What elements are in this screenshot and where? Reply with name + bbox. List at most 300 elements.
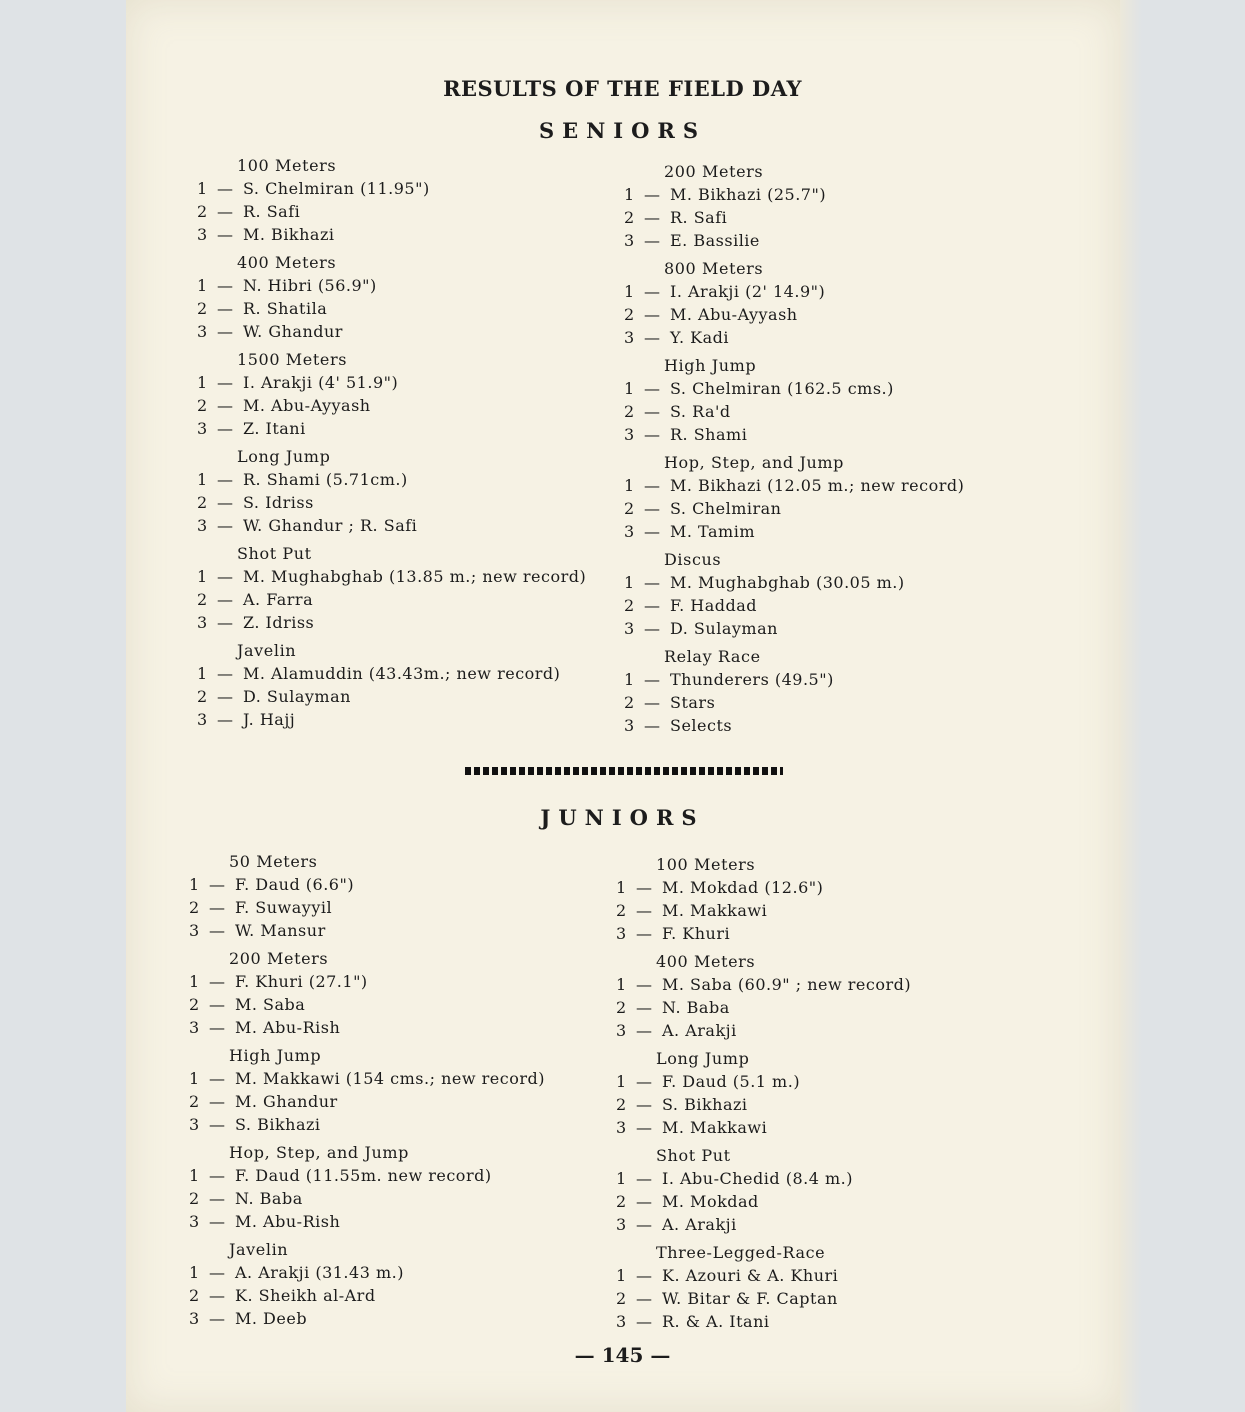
place-dash: — <box>644 670 661 689</box>
event-block <box>189 1238 609 1330</box>
place-rank: 3 <box>616 1118 627 1137</box>
result-row <box>197 223 617 246</box>
place-rank: 1 <box>616 1266 627 1285</box>
seniors-left-column <box>197 154 617 736</box>
result-text: N. Baba <box>662 998 730 1017</box>
place-dash: — <box>209 898 226 917</box>
event-name: 400 Meters <box>237 253 337 272</box>
result-text: R. & A. Itani <box>662 1312 770 1331</box>
result-row <box>189 919 609 942</box>
result-row <box>197 320 617 343</box>
event-name: 100 Meters <box>237 156 337 175</box>
result-text: R. Safi <box>670 208 728 227</box>
result-row <box>189 1187 609 1210</box>
place-rank: 1 <box>197 470 208 489</box>
result-text: W. Ghandur ; R. Safi <box>243 516 418 535</box>
result-text: F. Daud (11.55m. new record) <box>235 1166 492 1185</box>
place-rank: 2 <box>616 1289 627 1308</box>
result-row <box>197 565 617 588</box>
place-dash: — <box>636 1266 653 1285</box>
result-text: R. Shami (5.71cm.) <box>243 470 408 489</box>
result-row <box>624 617 1044 640</box>
result-text: M. Ghandur <box>235 1092 338 1111</box>
place-dash: — <box>209 972 226 991</box>
result-row <box>197 611 617 634</box>
place-rank: 1 <box>616 878 627 897</box>
result-row <box>197 685 617 708</box>
place-dash: — <box>636 1072 653 1091</box>
place-rank: 2 <box>624 305 635 324</box>
result-row <box>624 594 1044 617</box>
place-dash: — <box>217 179 234 198</box>
event-name: Hop, Step, and Jump <box>664 453 844 472</box>
event-name: 200 Meters <box>664 162 764 181</box>
place-dash: — <box>209 995 226 1014</box>
result-text: M. Abu-Rish <box>235 1212 341 1231</box>
event-block <box>197 154 617 246</box>
result-text: F. Khuri <box>662 924 731 943</box>
result-text: W. Bitar & F. Captan <box>662 1289 838 1308</box>
result-text: M. Saba (60.9" ; new record) <box>662 975 912 994</box>
result-row <box>616 973 1036 996</box>
event-name: Long Jump <box>237 447 331 466</box>
place-rank: 1 <box>197 179 208 198</box>
place-dash: — <box>644 573 661 592</box>
result-text: S. Chelmiran (162.5 cms.) <box>670 379 894 398</box>
place-rank: 1 <box>624 670 635 689</box>
place-rank: 2 <box>197 396 208 415</box>
result-text: M. Makkawi <box>662 901 768 920</box>
place-dash: — <box>644 185 661 204</box>
place-rank: 3 <box>616 1312 627 1331</box>
place-rank: 3 <box>624 425 635 444</box>
place-dash: — <box>636 878 653 897</box>
event-block <box>616 1144 1036 1236</box>
result-row <box>616 1264 1036 1287</box>
place-rank: 2 <box>189 1092 200 1111</box>
result-text: M. Bikhazi <box>243 225 335 244</box>
result-text: F. Daud (6.6") <box>235 875 355 894</box>
result-row <box>624 668 1044 691</box>
place-dash: — <box>217 202 234 221</box>
place-dash: — <box>644 596 661 615</box>
result-row <box>616 899 1036 922</box>
event-name: 1500 Meters <box>237 350 348 369</box>
place-dash: — <box>217 276 234 295</box>
place-dash: — <box>644 693 661 712</box>
result-text: J. Hajj <box>243 710 296 729</box>
result-row <box>197 514 617 537</box>
place-rank: 1 <box>189 1263 200 1282</box>
place-dash: — <box>217 567 234 586</box>
place-dash: — <box>636 998 653 1017</box>
event-block <box>624 354 1044 446</box>
place-dash: — <box>217 470 234 489</box>
place-dash: — <box>217 419 234 438</box>
result-row <box>197 274 617 297</box>
event-name: Three-Legged-Race <box>656 1243 826 1262</box>
place-dash: — <box>217 710 234 729</box>
place-rank: 3 <box>197 225 208 244</box>
result-row <box>624 714 1044 737</box>
result-text: F. Haddad <box>670 596 758 615</box>
place-dash: — <box>636 901 653 920</box>
place-rank: 2 <box>189 995 200 1014</box>
result-text: K. Azouri & A. Khuri <box>662 1266 839 1285</box>
place-dash: — <box>209 1309 226 1328</box>
place-dash: — <box>636 924 653 943</box>
result-text: M. Makkawi (154 cms.; new record) <box>235 1069 545 1088</box>
place-rank: 1 <box>189 972 200 991</box>
result-row <box>624 520 1044 543</box>
event-name: 400 Meters <box>656 952 756 971</box>
result-text: S. Chelmiran <box>670 499 782 518</box>
juniors-right-column <box>616 853 1036 1338</box>
place-dash: — <box>209 1018 226 1037</box>
place-rank: 3 <box>197 710 208 729</box>
result-text: M. Abu-Ayyash <box>243 396 371 415</box>
place-rank: 2 <box>616 998 627 1017</box>
result-text: M. Saba <box>235 995 306 1014</box>
place-rank: 2 <box>624 499 635 518</box>
result-text: I. Abu-Chedid (8.4 m.) <box>662 1169 853 1188</box>
place-rank: 1 <box>616 1072 627 1091</box>
place-dash: — <box>636 975 653 994</box>
result-row <box>624 377 1044 400</box>
place-rank: 2 <box>197 299 208 318</box>
result-row <box>189 1113 609 1136</box>
result-row <box>189 873 609 896</box>
result-text: Z. Idriss <box>243 613 315 632</box>
result-text: M. Deeb <box>235 1309 308 1328</box>
result-row <box>197 662 617 685</box>
place-rank: 3 <box>624 716 635 735</box>
result-row <box>616 1167 1036 1190</box>
event-block <box>624 160 1044 252</box>
place-rank: 2 <box>616 901 627 920</box>
event-block <box>189 850 609 942</box>
result-text: M. Bikhazi (25.7") <box>670 185 827 204</box>
place-rank: 1 <box>197 373 208 392</box>
event-block <box>616 950 1036 1042</box>
result-text: R. Shatila <box>243 299 328 318</box>
place-dash: — <box>217 687 234 706</box>
place-dash: — <box>217 664 234 683</box>
place-dash: — <box>644 208 661 227</box>
result-row <box>624 691 1044 714</box>
place-rank: 2 <box>197 202 208 221</box>
result-row <box>624 423 1044 446</box>
event-block <box>616 1241 1036 1333</box>
event-name: 200 Meters <box>229 949 329 968</box>
result-row <box>616 922 1036 945</box>
result-row <box>189 896 609 919</box>
result-text: A. Arakji <box>662 1021 737 1040</box>
result-row <box>197 177 617 200</box>
result-row <box>197 491 617 514</box>
place-dash: — <box>644 402 661 421</box>
place-dash: — <box>644 425 661 444</box>
result-text: M. Bikhazi (12.05 m.; new record) <box>670 476 965 495</box>
event-name: High Jump <box>229 1046 322 1065</box>
result-text: Selects <box>670 716 733 735</box>
event-block <box>197 639 617 731</box>
place-rank: 2 <box>189 1189 200 1208</box>
place-rank: 1 <box>616 1169 627 1188</box>
place-dash: — <box>644 716 661 735</box>
event-name: Javelin <box>237 641 297 660</box>
event-name: 100 Meters <box>656 855 756 874</box>
event-block <box>624 645 1044 737</box>
place-dash: — <box>644 231 661 250</box>
place-dash: — <box>217 299 234 318</box>
result-text: F. Khuri (27.1") <box>235 972 368 991</box>
place-rank: 1 <box>189 875 200 894</box>
place-rank: 2 <box>197 493 208 512</box>
result-text: I. Arakji (2' 14.9") <box>670 282 826 301</box>
place-rank: 1 <box>616 975 627 994</box>
event-name: 50 Meters <box>229 852 318 871</box>
result-text: D. Sulayman <box>243 687 351 706</box>
event-block <box>197 251 617 343</box>
place-dash: — <box>636 1021 653 1040</box>
place-dash: — <box>217 373 234 392</box>
result-text: R. Shami <box>670 425 748 444</box>
result-text: A. Arakji <box>662 1215 737 1234</box>
result-row <box>624 571 1044 594</box>
place-rank: 2 <box>189 1286 200 1305</box>
result-text: D. Sulayman <box>670 619 778 638</box>
place-dash: — <box>217 225 234 244</box>
result-text: A. Farra <box>243 590 314 609</box>
result-row <box>616 1070 1036 1093</box>
place-dash: — <box>644 305 661 324</box>
place-dash: — <box>644 476 661 495</box>
result-text: I. Arakji (4' 51.9") <box>243 373 399 392</box>
result-row <box>624 206 1044 229</box>
event-block <box>197 348 617 440</box>
result-row <box>624 474 1044 497</box>
result-text: S. Idriss <box>243 493 314 512</box>
result-row <box>616 1310 1036 1333</box>
place-rank: 2 <box>197 687 208 706</box>
result-row <box>624 303 1044 326</box>
result-text: W. Ghandur <box>243 322 343 341</box>
place-dash: — <box>209 1286 226 1305</box>
place-rank: 2 <box>624 208 635 227</box>
result-text: M. Tamim <box>670 522 755 541</box>
result-text: M. Abu-Rish <box>235 1018 341 1037</box>
place-rank: 1 <box>189 1166 200 1185</box>
result-text: N. Hibri (56.9") <box>243 276 377 295</box>
place-rank: 3 <box>189 1018 200 1037</box>
place-rank: 3 <box>616 1021 627 1040</box>
place-dash: — <box>209 1092 226 1111</box>
page-title: RESULTS OF THE FIELD DAY <box>443 76 802 101</box>
result-row <box>189 1307 609 1330</box>
result-text: S. Bikhazi <box>235 1115 321 1134</box>
result-row <box>189 993 609 1016</box>
place-rank: 2 <box>189 898 200 917</box>
place-rank: 3 <box>189 921 200 940</box>
place-rank: 2 <box>197 590 208 609</box>
result-row <box>616 1190 1036 1213</box>
place-rank: 1 <box>624 476 635 495</box>
result-row <box>616 1116 1036 1139</box>
place-rank: 3 <box>624 231 635 250</box>
place-rank: 1 <box>624 282 635 301</box>
event-name: Shot Put <box>656 1146 731 1165</box>
place-rank: 1 <box>624 185 635 204</box>
place-rank: 2 <box>624 402 635 421</box>
place-rank: 3 <box>197 613 208 632</box>
seniors-heading: SENIORS <box>538 118 707 143</box>
place-dash: — <box>636 1215 653 1234</box>
result-row <box>189 1090 609 1113</box>
place-dash: — <box>636 1095 653 1114</box>
result-text: M. Mokdad (12.6") <box>662 878 824 897</box>
event-name: Relay Race <box>664 647 761 666</box>
event-block <box>616 1047 1036 1139</box>
result-text: S. Chelmiran (11.95") <box>243 179 430 198</box>
place-rank: 2 <box>624 693 635 712</box>
result-row <box>189 1210 609 1233</box>
result-text: M. Mughabghab (13.85 m.; new record) <box>243 567 587 586</box>
result-row <box>624 326 1044 349</box>
result-row <box>616 1213 1036 1236</box>
result-text: Stars <box>670 693 716 712</box>
result-row <box>189 1284 609 1307</box>
event-block <box>189 1044 609 1136</box>
result-row <box>197 708 617 731</box>
result-row <box>624 183 1044 206</box>
place-dash: — <box>644 379 661 398</box>
result-text: R. Safi <box>243 202 301 221</box>
result-text: W. Mansur <box>235 921 326 940</box>
place-dash: — <box>217 493 234 512</box>
place-rank: 1 <box>197 276 208 295</box>
place-rank: 3 <box>189 1115 200 1134</box>
event-name: Discus <box>664 550 722 569</box>
place-dash: — <box>636 1169 653 1188</box>
event-name: Long Jump <box>656 1049 750 1068</box>
place-rank: 3 <box>624 328 635 347</box>
place-dash: — <box>644 282 661 301</box>
result-row <box>197 588 617 611</box>
place-rank: 3 <box>624 619 635 638</box>
event-name: Shot Put <box>237 544 312 563</box>
result-text: S. Ra'd <box>670 402 731 421</box>
result-row <box>189 1067 609 1090</box>
result-row <box>189 1164 609 1187</box>
place-rank: 3 <box>197 516 208 535</box>
place-rank: 3 <box>189 1309 200 1328</box>
place-dash: — <box>209 1069 226 1088</box>
place-dash: — <box>217 322 234 341</box>
place-dash: — <box>644 499 661 518</box>
result-row <box>616 876 1036 899</box>
result-row <box>624 280 1044 303</box>
result-text: S. Bikhazi <box>662 1095 748 1114</box>
result-row <box>189 970 609 993</box>
place-dash: — <box>217 613 234 632</box>
result-text: A. Arakji (31.43 m.) <box>235 1263 404 1282</box>
event-name: Javelin <box>229 1240 289 1259</box>
result-text: F. Suwayyil <box>235 898 333 917</box>
place-dash: — <box>636 1192 653 1211</box>
event-block <box>616 853 1036 945</box>
event-block <box>197 542 617 634</box>
event-block <box>189 947 609 1039</box>
result-text: M. Mokdad <box>662 1192 759 1211</box>
place-dash: — <box>209 1189 226 1208</box>
event-block <box>624 451 1044 543</box>
place-rank: 2 <box>616 1095 627 1114</box>
seniors-right-column <box>624 160 1044 742</box>
result-text: E. Bassilie <box>670 231 760 250</box>
place-rank: 3 <box>624 522 635 541</box>
place-dash: — <box>209 875 226 894</box>
result-row <box>197 200 617 223</box>
result-row <box>616 1093 1036 1116</box>
result-row <box>624 400 1044 423</box>
place-rank: 1 <box>189 1069 200 1088</box>
result-row <box>197 394 617 417</box>
juniors-heading: JUNIORS <box>540 805 705 830</box>
event-name: 800 Meters <box>664 259 764 278</box>
result-row <box>189 1261 609 1284</box>
result-row <box>197 417 617 440</box>
result-row <box>197 297 617 320</box>
place-dash: — <box>217 396 234 415</box>
place-dash: — <box>217 516 234 535</box>
place-dash: — <box>209 1212 226 1231</box>
place-rank: 2 <box>624 596 635 615</box>
place-rank: 2 <box>616 1192 627 1211</box>
juniors-left-column <box>189 850 609 1335</box>
result-text: Z. Itani <box>243 419 306 438</box>
result-row <box>197 371 617 394</box>
result-row <box>624 497 1044 520</box>
result-text: M. Abu-Ayyash <box>670 305 798 324</box>
event-block <box>189 1141 609 1233</box>
place-dash: — <box>636 1118 653 1137</box>
place-dash: — <box>209 1263 226 1282</box>
place-dash: — <box>636 1289 653 1308</box>
place-rank: 3 <box>189 1212 200 1231</box>
result-text: Y. Kadi <box>670 328 730 347</box>
event-block <box>624 257 1044 349</box>
place-dash: — <box>644 619 661 638</box>
event-block <box>197 445 617 537</box>
result-row <box>197 468 617 491</box>
page-edge <box>1120 0 1142 1412</box>
place-rank: 3 <box>616 924 627 943</box>
event-name: Hop, Step, and Jump <box>229 1143 409 1162</box>
place-dash: — <box>209 921 226 940</box>
result-text: Thunderers (49.5") <box>670 670 834 689</box>
place-dash: — <box>209 1115 226 1134</box>
place-dash: — <box>636 1312 653 1331</box>
event-block <box>624 548 1044 640</box>
place-rank: 3 <box>197 322 208 341</box>
result-row <box>624 229 1044 252</box>
place-rank: 1 <box>197 664 208 683</box>
result-row <box>616 1287 1036 1310</box>
result-text: M. Makkawi <box>662 1118 768 1137</box>
place-dash: — <box>644 522 661 541</box>
result-text: M. Alamuddin (43.43m.; new record) <box>243 664 561 683</box>
